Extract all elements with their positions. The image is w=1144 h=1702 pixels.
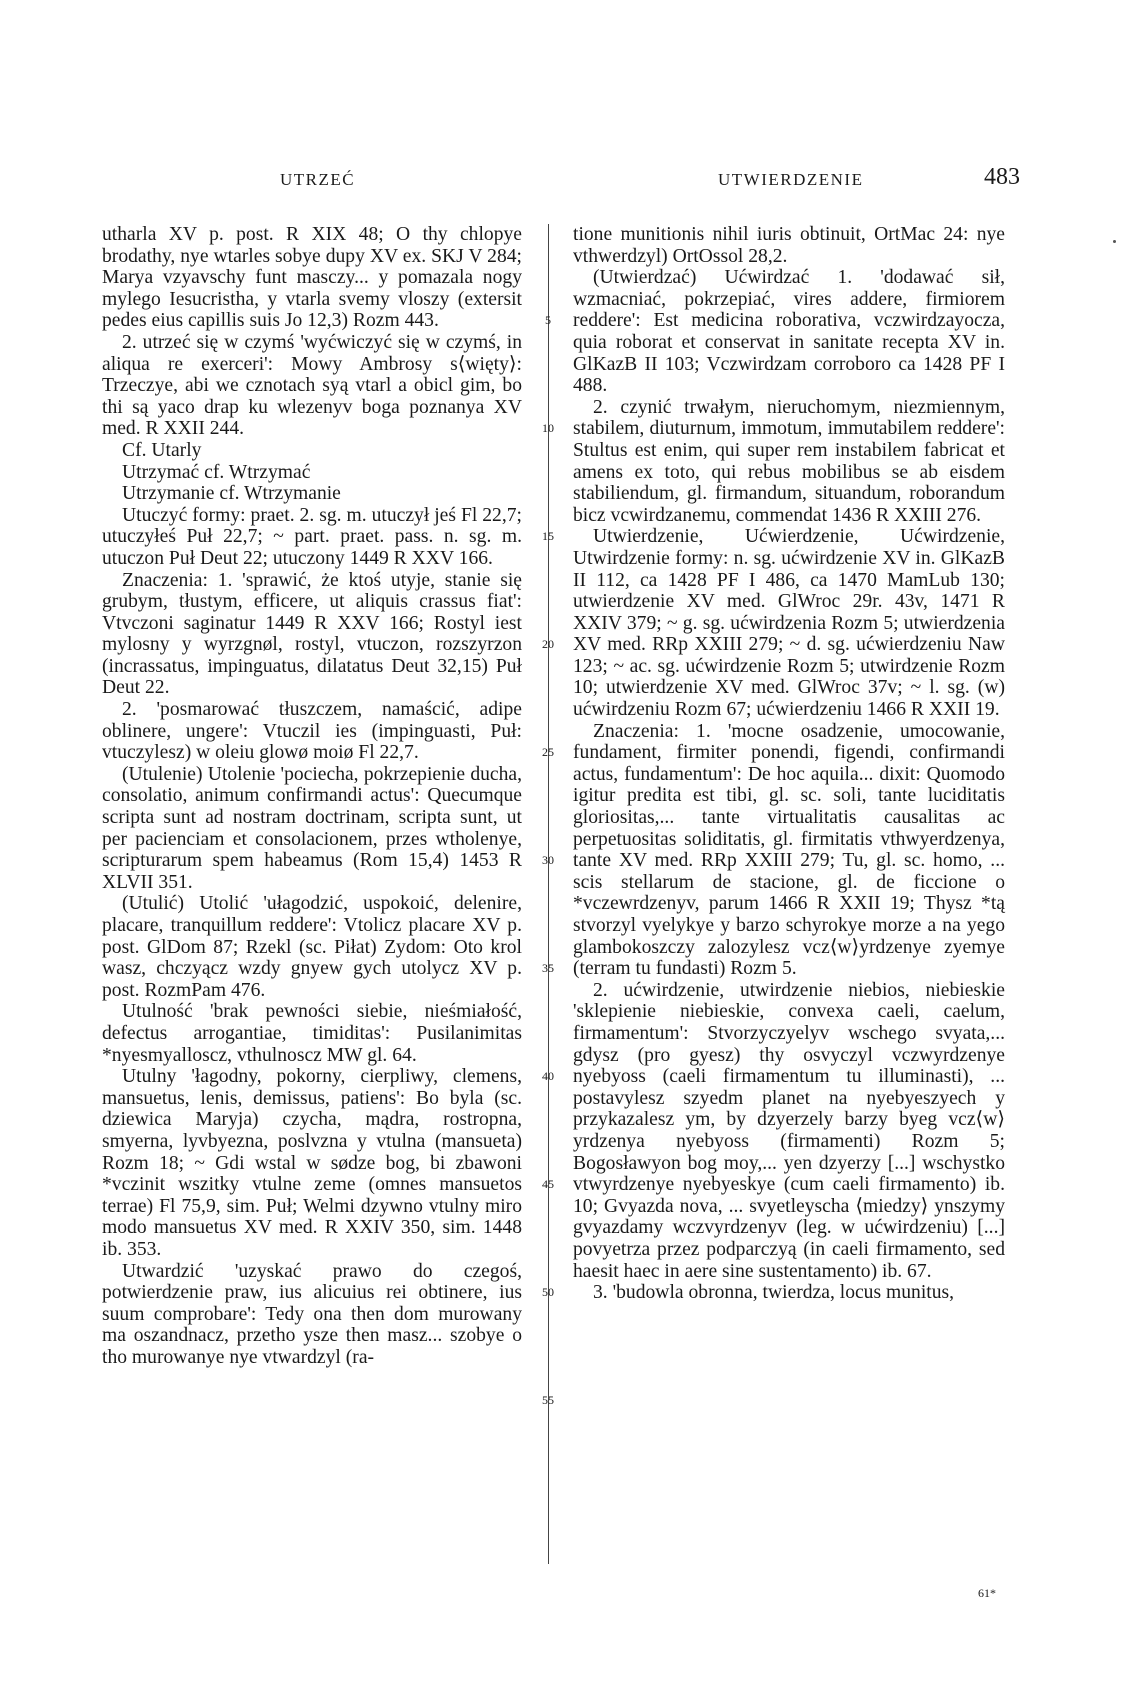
entry-paragraph: (Utulenie) Utolenie 'pociecha, pokrzepienie ducha, consolatio, animum confirmandi actus': Quecumque scripta sunt ad nostram doctrinam, scripta sunt, ut per pacienciam et consolacionem, przes wtholenye, scripturarum spem habeamus (Rom 15,4) 1453 R XLVII 351. [102, 763, 522, 893]
entry-paragraph: (Utwierdzać) Ućwirdzać 1. 'dodawać sił, wzmacniać, pokrzepiać, vires addere, firmiorem reddere': Est medicina roborativa, vczwirdzayocza, quia roborat et conservat in sanitate recepta XV in. GlKazB II 103; Vczwirdzam corroboro ca 1428 PF I 488. [573, 267, 1005, 397]
margin-dot [1113, 240, 1116, 243]
running-header [100, 164, 1020, 198]
entry-paragraph: 2. 'posmarować tłuszczem, namaścić, adipe oblinere, ungere': Vtuczil ies (impinguasti, Puł: vtuczylesz) w oleiu glowø moiø Fl 22,7. [102, 699, 522, 764]
entry-paragraph: 2. ućwirdzenie, utwirdzenie niebios, niebieskie 'sklepienie niebieskie, convexa caeli, caelum, firmamentum': Stvorzyczyelyv wschego svyata,... gdysz (pro gyesz) thy osvyczyl vczwyrdzenye nyebyoss (caeli firmamentum tu illuminasti), ... postavylesz szyedm planet na nyebyeszyech y przykazalesz ym, by dzyerzely barzy byeg vcz⟨w⟩yrdzenya nyebyoss (firmamenti) Rozm 5; Bogosławyon bog moy,... yen dzyerzy [...] wschystko vtwyrdzenye nyebyeskye (cum caeli firmamento) ib. 10; Gvyazda nova, ... svyetleyscha ⟨miedzy⟩ ynszymy gvyazdamy wczvyrdzenyv (leg. w ućwirdzeniu) [...] povyetrza przez podparczyą (in caeli firmamento, sed haesit haec in aere sine sustentamento) ib. 67. [573, 979, 1005, 1282]
entry-paragraph: (Utulić) Utolić 'ułagodzić, uspokoić, delenire, placare, tranquillum reddere': Vtolicz placare XV p. post. GlDom 87; Rzekl (sc. Piłat) Zydom: Oto krol wasz, chczyącz wzdy gnyew gych utolycz XV p. post. RozmPam 476. [102, 893, 522, 1001]
line-number: 15 [542, 529, 554, 544]
right-headword: UTWIERDZENIE [718, 170, 864, 189]
line-number: 40 [542, 1069, 554, 1084]
line-number: 50 [542, 1285, 554, 1300]
entry-paragraph: Utwardzić 'uzyskać prawo do czegoś, potwierdzenie praw, ius alicuius rei obtinere, ius suum comprobare': Tedy ona then dom murowany ma oszandnacz, przetho ysze then masz... szobye o tho murowanye nye vtwardzyl (ra- [102, 1260, 522, 1368]
entry-paragraph: 2. czynić trwałym, nieruchomym, niezmiennym, stabilem, diuturnum, immotum, immutabilem reddere': Stultus est enim, qui super rem instabilem fabricat et amens ex toto, qui rebus mobilibus se ab eisdem stabiliendum, gl. firmandum, situandum, roborandum bicz vcwirdzanemu, commendat 1436 R XXIII 276. [573, 396, 1005, 526]
entry-paragraph: 2. utrzeć się w czymś 'wyćwiczyć się w czymś, in aliqua re exerceri': Mowy Ambrosy s⟨więty⟩: Trzeczye, abi we cznotach syą vtarl a obicl gim, bo thi są yaco drap ku wlezenyv boga poznanya XV med. R XXII 244. [102, 331, 522, 440]
page-number: 483 [984, 164, 1020, 190]
entry-paragraph: Utwierdzenie, Ućwierdzenie, Ućwirdzenie, Utwirdzenie formy: n. sg. ućwirdzenie XV in. GlKazB II 112, ca 1428 PF I 486, ca 1470 MamLub 130; utwierdzenie XV med. GlWroc 29r. 43v, 1471 R XXIV 379; ~ g. sg. ućwirdzenia Rozm 5; utwierdzenia XV med. RRp XXIII 279; ~ d. sg. ućwierdzeniu Naw 123; ~ ac. sg. ućwirdzenie Rozm 5; utwirdzenie Rozm 10; utwierdzenie XV med. GlWroc 37v; ~ l. sg. (w) ućwirdzeniu Rozm 67; ućwierdzeniu 1466 R XXII 19. [573, 526, 1005, 721]
line-number: 55 [542, 1393, 554, 1408]
entry-paragraph: Utulny 'łagodny, pokorny, cierpliwy, clemens, mansuetus, lenis, demissus, patiens': Bo byla (sc. dziewica Maryja) czycha, mądra, rostropna, smyerna, lyvbyezna, poslvzna y vtulna (mansueta) Rozm 18; ~ Gdi wstal w sødze bog, bi zbawoni *vczinit wszitky vtulne zeme (omnes mansuetos terrae) Fl 75,9, sim. Puł; Welmi dzywno vtulny miro modo mansuetus XV med. R XXIV 350, sim. 1448 ib. 353. [102, 1066, 522, 1260]
entry-paragraph: Utrzymać cf. Wtrzymać [122, 461, 311, 483]
line-number: 25 [542, 745, 554, 760]
entry-paragraph: tione munitionis nihil iuris obtinuit, OrtMac 24: nye vthwerdzyl) OrtOssol 28,2. [573, 224, 1005, 267]
line-number: 20 [542, 637, 554, 652]
line-number: 35 [542, 961, 554, 976]
left-column [102, 224, 522, 1368]
entry-paragraph: Utulność 'brak pewności siebie, nieśmiałość, defectus arrogantiae, timiditas': Pusilanimitas *nyesmyalloscz, vthulnoscz MW gl. 64. [102, 1001, 522, 1066]
line-number: 30 [542, 853, 554, 868]
entry-paragraph: Utrzymanie cf. Wtrzymanie [122, 483, 341, 505]
entry-paragraph: Znaczenia: 1. 'sprawić, że ktoś utyje, stanie się grubym, tłustym, efficere, ut aliquis crassus fiat': Vtvczoni saginatur 1449 R XXV 166; Rostyl iest mylosny y wyrzgnøl, rostyl, vtuczon, rozszyrzon (incrassatus, impinguatus, dilatatus Deut 32,15) Puł Deut 22. [102, 569, 522, 699]
entry-paragraph: Utuczyć formy: praet. 2. sg. m. utuczył jeś Fl 22,7; utuczyłeś Puł 22,7; ~ part. praet. pass. n. sg. m. utuczon Puł Deut 22; utuczony 1449 R XXV 166. [102, 504, 522, 569]
right-column [573, 224, 1005, 1304]
line-number: 45 [542, 1177, 554, 1192]
entry-paragraph: Cf. Utarly [122, 439, 202, 461]
line-numbers [533, 224, 563, 1412]
printer-signature: 61* [978, 1586, 996, 1600]
left-headword: UTRZEĆ [280, 170, 356, 189]
entry-paragraph: 3. 'budowla obronna, twierdza, locus munitus, [593, 1282, 955, 1304]
entry-paragraph: Znaczenia: 1. 'mocne osadzenie, umocowanie, fundament, firmiter ponendi, figendi, confirmandi actus, fundamentum': De hoc aquila... dixit: Quomodo igitur predita est tibi, gl. sc. soli, tante luciditatis gloriositas,... tante virtualitatis causalitas ac perpetuositas soliditatis, gl. firmitatis vthwyerdzenya, tante XV med. RRp XXIII 279; Tu, gl. sc. homo, ... scis stellarum de stacione, gl. de ficcione o *vczewrdzenyv, parum 1466 R XXII 19; Thysz *tą stvorzyl vyelykye y barzo schyrokye morze a na yego glambokoszczy zalozylesz vcz⟨w⟩yrdzenye zyemye (terram tu fundasti) Rozm 5. [573, 720, 1005, 980]
line-number: 5 [545, 313, 551, 328]
line-number: 10 [542, 421, 554, 436]
entry-paragraph: utharla XV p. post. R XIX 48; O thy chlopye brodathy, nye wtarles sobye dupy XV ex. SKJ V 284; Marya vzyavschy funt masczy... y pomazala nogy mylego Iesucristha, y vtarla svemy vloszy (extersit pedes eius capillis suis Jo 12,3) Rozm 443. [102, 224, 522, 332]
